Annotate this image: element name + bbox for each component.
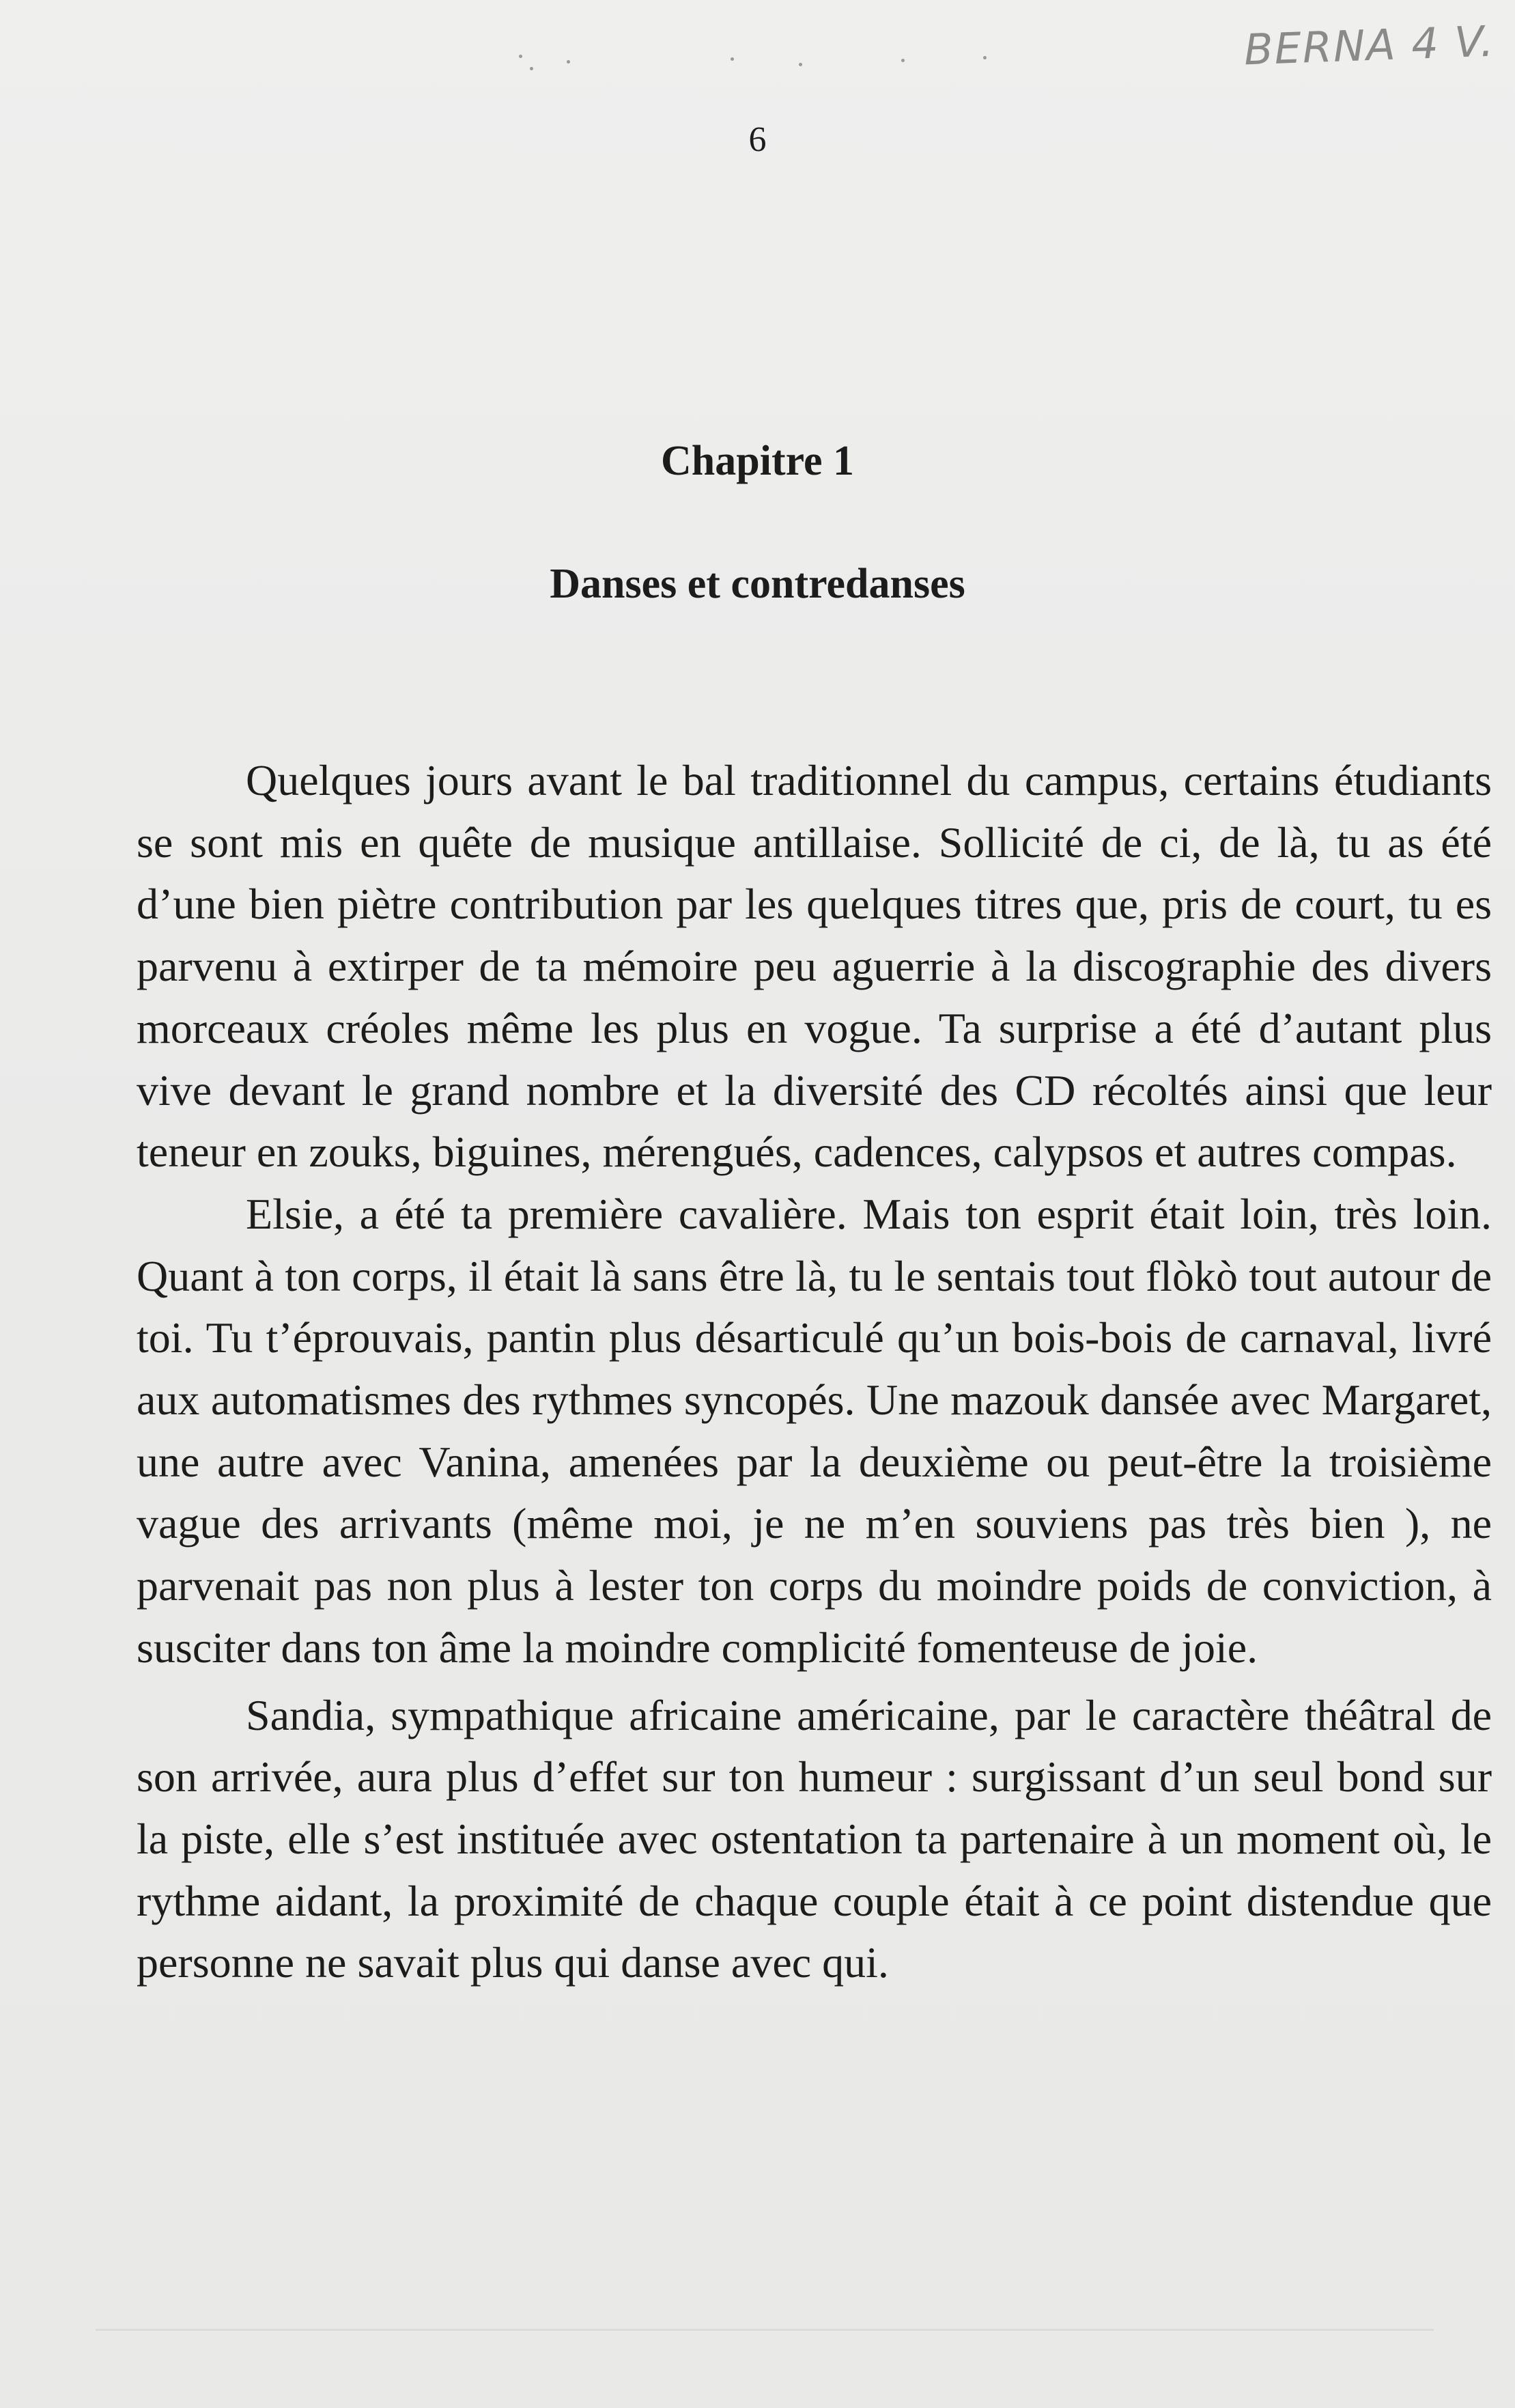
page-number: 6 (748, 120, 767, 159)
handwritten-annotation: BERNA 4 V. (1243, 16, 1496, 75)
scan-shadow-line (96, 2329, 1434, 2331)
paragraph-3: Sandia, sympathique africaine américaine, par le caractère théâtral de son arrivée, aura plus d’effet sur ton humeur : surgissant d’un seul bond sur la piste, elle s’est instituée avec ostentation ta partenaire à un moment où, le rythme aidant, la proximité de chaque couple était à ce point distendue que personne ne savait plus qui danse avec qui. (137, 1690, 1492, 1987)
chapter-subtitle: Danses et contredanses (550, 561, 965, 607)
chapter-title: Chapitre 1 (660, 438, 855, 484)
paragraph-2: Elsie, a été ta première cavalière. Mais ton esprit était loin, très loin. Quant à ton corps, il était là sans être là, tu le sentais tout flòkò tout autour de toi. Tu t’éprouvais, pantin plus désarticulé qu’un bois-bois de carnaval, livré aux automatismes des rythmes syncopés. Une mazouk dansée avec Margaret, une autre avec Vanina, amenées par la deuxième ou peut-être la troisième vague des arrivants (même moi, je ne m’en souviens pas très bien ), ne parvenait pas non plus à lester ton corps du moindre poids de conviction, à susciter dans ton âme la moindre complicité fomenteuse de joie. (137, 1189, 1492, 1672)
paragraph-1: Quelques jours avant le bal traditionnel du campus, certains étudiants se sont mis en quête de musique antillaise. Sollicité de ci, de là, tu as été d’une bien piètre contribution par les quelques titres que, pris de court, tu es parvenu à extirper de ta mémoire peu aguerrie à la discographie des divers morceaux créoles même les plus en vogue. Ta surprise a été d’autant plus vive devant le grand nombre et la diversité des CD récoltés ainsi que leur teneur en zouks, biguines, mérengués, cadences, calypsos et autres compas. (137, 756, 1492, 1177)
scan-specks (505, 48, 1038, 75)
body-text (137, 750, 1492, 1994)
